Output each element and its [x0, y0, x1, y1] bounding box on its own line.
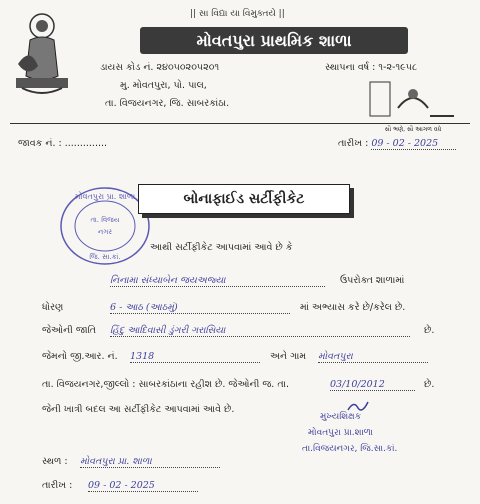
svg-text:જિ. સા.કાં.: જિ. સા.કાં. [89, 253, 121, 261]
established-year: સ્થાપના વર્ષ : ૧-૨-૧૯૫૮ [325, 62, 418, 73]
place-line [80, 456, 220, 468]
certificate-intro: આથી સર્ટીફીકેટ આપવામાં આવે છે કે [150, 242, 293, 253]
javak-value: .............. [64, 138, 108, 149]
caste-label: જેઓની જાતિ [42, 325, 97, 336]
std-suffix: માં અભ્યાસ કરે છે/કરેલ છે. [300, 302, 406, 313]
certificate-title: બોનાફાઈડ સર્ટીફીકેટ [138, 184, 350, 214]
dob-suffix: છે. [424, 379, 435, 390]
dise-code: ડાયસ કોડ નં. ૨૪૦૫૦૨૦૫૨૦૧ [100, 62, 220, 73]
std-line [110, 302, 290, 314]
javak-label: જાવક નં. : [18, 138, 62, 149]
sign-place: તા.વિજયનગર, જિ.સા.કાં. [302, 444, 398, 454]
village-value: મોવતપુરા [318, 351, 428, 363]
header-divider [10, 123, 470, 124]
name-suffix: ઉપરોક્ત શાળામાં [340, 275, 405, 286]
taluka-text: તા. વિજયનગર,જીલ્લો : સાબરકાંઠાના રહીશ છે. જેઓની જ. તા. [42, 379, 289, 390]
saraswati-logo [8, 6, 76, 98]
std-value: 6 - આઠ (આઠમું) [110, 302, 290, 314]
address-line-2: તા. વિજયનગર, જિ. સાબરકાંઠા. [105, 98, 230, 109]
footer-date-line [88, 480, 198, 492]
student-name: નિનામા સંધ્યાબેન જયઅજ્યા [110, 275, 325, 287]
sign-school: મોવતપુરા પ્રા.શાળા [308, 428, 374, 438]
svg-text:તા. વિજય: તા. વિજય [90, 216, 120, 224]
dob-value: 03/10/2012 [330, 379, 415, 391]
issue-date [338, 138, 456, 150]
footer-date-value: 09 - 02 - 2025 [88, 480, 198, 492]
place-value: મોવતપુરા પ્રા. શાળા [80, 456, 220, 468]
svg-text:મોવતપુરા પ્રા. શાળા: મોવતપુરા પ્રા. શાળા [74, 192, 136, 201]
date-value: 09 - 02 - 2025 [371, 138, 456, 150]
date-label: તારીખ : [338, 138, 369, 149]
campaign-emblem-icon [368, 78, 458, 122]
sign-title: મુખ્યશિક્ષક [320, 412, 362, 422]
campaign-slogan: સૌ ભણે, સૌ આગળ વધે [384, 126, 442, 133]
javak-number [18, 138, 107, 149]
svg-text:નગર: નગર [98, 228, 112, 236]
dob-line [330, 379, 415, 391]
footer-date-label: તારીખ : [42, 480, 73, 491]
std-label: ધોરણ [42, 302, 64, 313]
caste-suffix: છે. [424, 325, 435, 336]
village-line [318, 351, 428, 363]
gr-value: 1318 [130, 351, 260, 363]
caste-line [110, 325, 410, 337]
school-name-banner: મોવતપુરા પ્રાથમિક શાળા [140, 27, 408, 54]
village-label: અને ગામ [270, 351, 307, 362]
gr-line [130, 351, 260, 363]
closing-line: જેની ખાત્રી બદલ આ સર્ટીફીકેટ આપવામાં આવે છે. [42, 404, 235, 415]
address-line-1: મુ. મોવતપુરા, પો. પાલ, [120, 80, 207, 91]
caste-value: હિંદુ આદિવાસી ડુંગરી ગરાસિયા [110, 325, 410, 337]
gr-label: જેમનો જી.આર. નં. [42, 351, 118, 362]
motto: || સા વિદ્યા યા વિમુક્તયે || [190, 9, 285, 19]
place-label: સ્થળ : [42, 456, 68, 467]
